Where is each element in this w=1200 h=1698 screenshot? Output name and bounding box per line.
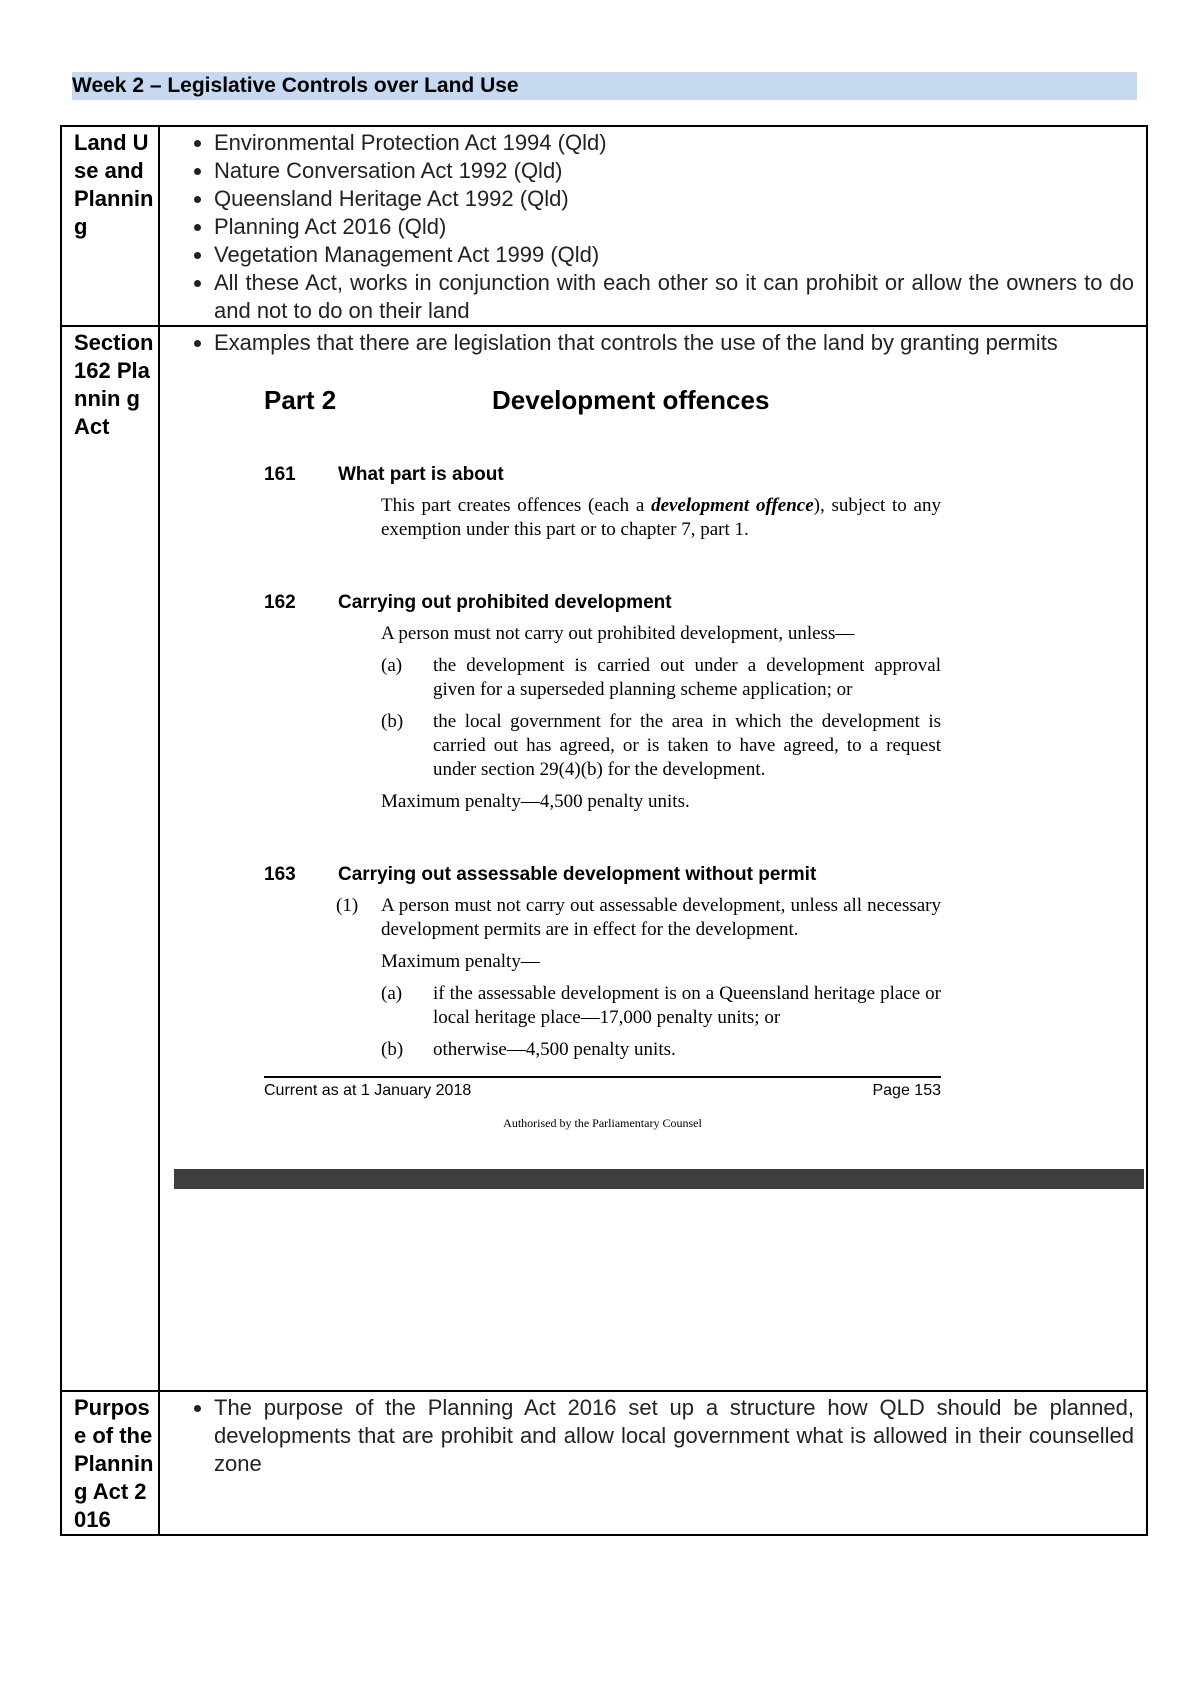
row-content [159,326,1147,1391]
bullet-list [184,129,1134,325]
paragraph-text: the development is carried out under a development approval given for a superseded planning scheme application; or [433,655,941,700]
section-title: What part is about [338,464,504,485]
section-163-heading [264,864,1134,886]
section-163-body [336,894,941,1062]
list-item: • Vegetation Management Act 1999 (Qld) [214,241,1134,269]
footer-divider [264,1076,941,1078]
bullet-list [184,1394,1134,1478]
table-row [61,1391,1147,1535]
part-heading [264,385,1134,416]
section-text: A person must not carry out prohibited development, unless— [381,623,855,644]
subsection-1 [336,894,941,942]
section-162-heading [264,592,1134,614]
list-item: • Planning Act 2016 (Qld) [214,213,1134,241]
penalty-text: Maximum penalty— [381,951,540,972]
row-label: Land Use and Plannin g [61,126,159,326]
section-161-heading [264,464,1134,486]
table-row [61,126,1147,326]
section-title: Carrying out assessable development without permit [338,864,817,885]
row-label: Section 162 Plannin g Act [61,326,159,1391]
paragraph-label: (a) [381,655,403,676]
paragraph-b [381,710,941,782]
page-footer [264,1082,941,1100]
paragraph-a [381,654,941,702]
paragraph-a [381,982,941,1030]
list-item: • Nature Conversation Act 1992 (Qld) [214,157,1134,185]
section-number: 163 [264,864,296,885]
row-label: Purpose of the Plannin g Act 2016 [61,1391,159,1535]
paragraph-label: (b) [381,1039,404,1060]
paragraph-b [381,1038,941,1062]
subsection-text: A person must not carry out assessable development, unless all necessary development permits are in effect for the development. [381,895,941,940]
part-number: Part 2 [264,385,337,415]
section-text: This part creates offences (each a [381,495,652,516]
authorised-note: Authorised by the Parliamentary Counsel [503,1116,702,1130]
page-heading: Week 2 – Legislative Controls over Land Use [72,72,1137,100]
list-item: • Examples that there are legislation that controls the use of the land by granting permits [214,329,1134,357]
paragraph-label: (b) [381,711,404,732]
footer-page-number: Page 153 [872,1082,941,1099]
paragraph-text: the local government for the area in which the development is carried out has agreed, or is taken to have agreed, to a request under section 29(4)(b) for the development. [433,711,941,780]
section-title: Carrying out prohibited development [338,592,672,613]
part-title: Development offences [492,385,770,415]
row-content [159,1391,1147,1535]
image-bottom-bar [174,1169,1144,1189]
section-162-body [381,622,941,814]
subsection-label: (1) [336,895,359,916]
list-item: • All these Act, works in conjunction with each other so it can prohibit or allow the owners to do and not to do on their land [214,269,1134,325]
section-161-body [381,494,941,542]
row-content [159,126,1147,326]
penalty-text: Maximum penalty—4,500 penalty units. [381,791,690,812]
footer-date: Current as at 1 January 2018 [264,1082,472,1099]
section-text: ), subject to any exemption under this part or to chapter 7, part 1. [381,495,941,540]
list-item: • Queensland Heritage Act 1992 (Qld) [214,185,1134,213]
paragraph-text: if the assessable development is on a Queensland heritage place or local heritage place—17,000 penalty units; or [433,983,941,1028]
notes-table [60,125,1148,1536]
defined-term: development offence [651,495,814,516]
paragraph-label: (a) [381,983,403,1004]
list-item: • The purpose of the Planning Act 2016 set up a structure how QLD should be planned, developments that are prohibit and allow local government what is allowed in their counselled zone [214,1394,1134,1478]
list-item: • Environmental Protection Act 1994 (Qld) [214,129,1134,157]
section-number: 162 [264,592,296,613]
paragraph-text: otherwise—4,500 penalty units. [433,1039,676,1060]
bullet-list [184,329,1134,357]
act-excerpt-image [184,385,1134,1131]
section-number: 161 [264,464,296,485]
table-row [61,326,1147,1391]
